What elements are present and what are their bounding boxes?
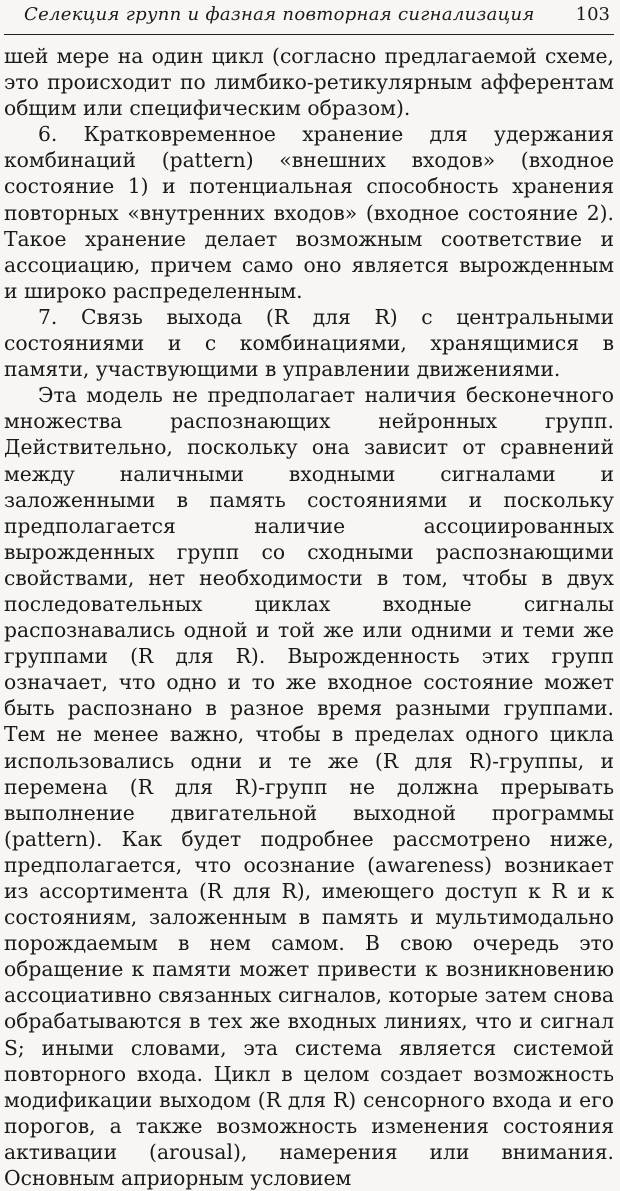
page-number: 103 xyxy=(575,4,610,25)
paragraph-item-6: 6. Кратковременное хранение для удержания комбинаций (pattern) «внешних входов» (входное состояние 1) и потенциальная способность хранения повторных «внутренних входов» (входное состояние 2). Такое хранение делает возможным соответствие и ассоциацию, причем само оно является вырожденным и широко распределенным. xyxy=(4,122,614,303)
body-text xyxy=(4,43,614,1191)
paragraph-continuation: шей мере на один цикл (согласно предлагаемой схеме, это происходит по лимбико-ретикулярным афферентам общим или специфическим образом). xyxy=(4,44,614,121)
running-title: Селекция групп и фазная повторная сигнализация xyxy=(24,4,535,25)
paragraph-model-discussion: Эта модель не предполагает наличия бесконечного множества распознающих нейронных групп. Действительно, поскольку она зависит от сравнений между наличными входными сигналами и заложенными в память состояниями и поскольку предполагается наличие ассоциированных вырожденных групп со сходными распознающими свойствами, нет необходимости в том, чтобы в двух последовательных циклах входные сигналы распознавались одной и той же или одними и теми же группами (R для R). Вырожденность этих групп означает, что одно и то же входное состояние может быть распознано в разное время разными группами. Тем не менее важно, чтобы в пределах одного цикла использовались одни и те же (R для R)-группы, и перемена (R для R)-групп не должна прерывать выполнение двигательной выходной программы (pattern). Как будет подробнее рассмотрено ниже, предполагается, что осознание (awareness) возникает из ассортимента (R для R), имеющего доступ к R и к состояниям, заложенным в память и мультимодально порождаемым в нем самом. В свою очередь это обращение к памяти может привести к возникновению ассоциативно связанных сигналов, которые затем снова обрабатываются в тех же входных линиях, что и сигнал S; иными словами, эта система является системой повторного входа. Цикл в целом создает возможность модификации выходом (R для R) сенсорного входа и его порогов, а также возможность изменения состояния активации (arousal), намерения или внимания. Основным априорным условием xyxy=(4,383,614,1191)
paragraph-item-7: 7. Связь выхода (R для R) с центральными состояниями и с комбинациями, хранящимися в памяти, участвующими в управлении движениями. xyxy=(4,304,614,382)
running-header xyxy=(4,4,614,35)
